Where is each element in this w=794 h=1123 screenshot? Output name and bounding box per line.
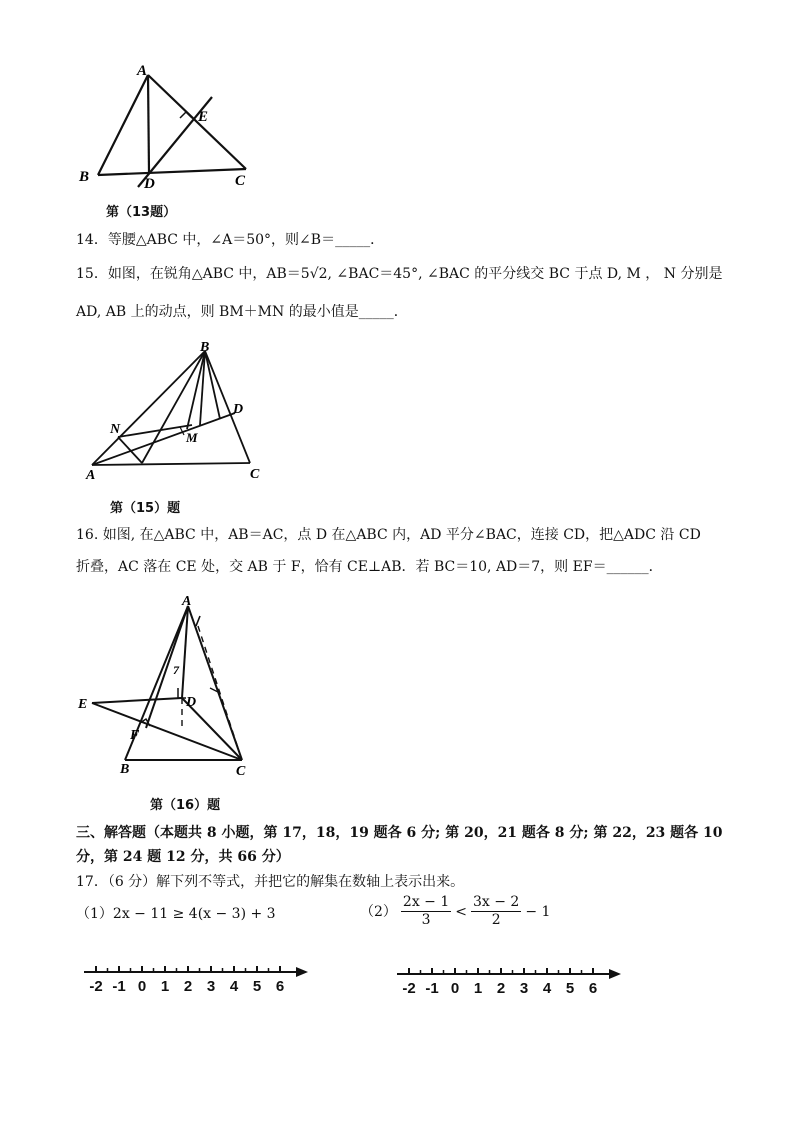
part2-fraction-1 — [401, 894, 451, 929]
tick-label: 0 — [137, 978, 147, 995]
tick-label: 4 — [229, 978, 239, 995]
fig13-caption: 第（13题） — [106, 205, 177, 220]
tick-label: -2 — [89, 978, 103, 995]
fig13-label-B: B — [79, 169, 90, 185]
tick-label: 3 — [519, 980, 529, 997]
tick-label: 0 — [450, 980, 460, 997]
fig13-label-D: D — [144, 176, 155, 192]
question-17-part2 — [360, 894, 550, 929]
fig16-label-A: A — [182, 594, 192, 609]
part2-prefix: （2） — [360, 903, 397, 920]
fig15-label-B: B — [200, 340, 210, 355]
part2-tail: − 1 — [525, 903, 551, 920]
fig16-tick-mark: 7 — [173, 663, 179, 677]
tick-label: -1 — [425, 980, 439, 997]
part2-frac2-numerator: 3x − 2 — [473, 894, 520, 910]
part2-frac1-numerator: 2x − 1 — [402, 894, 450, 910]
question-16-line1: 16. 如图, 在△ABC 中，AB＝AC，点 D 在△ABC 内，AD 平分∠BAC，连接 CD，把△ADC 沿 CD — [76, 527, 701, 543]
tick-label: 5 — [252, 978, 262, 995]
fig16-label-F: F — [130, 728, 140, 743]
fig16-label-D: D — [186, 695, 197, 710]
question-15-line2: AD, AB 上的动点，则 BM＋MN 的最小值是_____． — [76, 304, 408, 320]
question-15-line1: 15．如图，在锐角△ABC 中，AB＝5√2, ∠BAC＝45°, ∠BAC 的平分线交 BC 于点 D, M ， N 分别是 — [76, 266, 723, 282]
figure-15 — [80, 335, 280, 485]
fig16-label-E: E — [78, 697, 88, 712]
arrow-head-icon — [296, 967, 308, 977]
fig15-caption: 第（15）题 — [110, 501, 181, 516]
tick-label: 1 — [160, 978, 170, 995]
fig13-label-A: A — [137, 63, 148, 79]
tick-label: 5 — [565, 980, 575, 997]
question-16-line2: 折叠，AC 落在 CE 处，交 AB 于 F，恰有 CE⊥AB．若 BC＝10, AD＝7，则 EF＝______． — [76, 559, 663, 575]
question-14: 14．等腰△ABC 中，∠A＝50°，则∠B＝_____． — [76, 232, 385, 248]
section-3-heading-line2: 分，第 24 题 12 分，共 66 分） — [76, 849, 290, 865]
tick-label: 6 — [275, 978, 285, 995]
arrow-head-icon — [609, 969, 621, 979]
tick-label: -2 — [402, 980, 416, 997]
tick-label: 2 — [183, 978, 193, 995]
tick-label: 2 — [496, 980, 506, 997]
fig15-label-N: N — [110, 422, 121, 437]
number-line-1 — [82, 960, 312, 1000]
tick-label: -1 — [112, 978, 126, 995]
tick-label: 1 — [473, 980, 483, 997]
figure-13 — [70, 55, 270, 195]
fig16-caption: 第（16）题 — [150, 798, 221, 813]
fig15-label-M: M — [186, 430, 198, 445]
fig15-label-A: A — [86, 468, 96, 483]
fig15-label-C: C — [250, 467, 260, 482]
section-3-heading-line1: 三、解答题（本题共 8 小题，第 17，18，19 题各 6 分; 第 20，21 题各 8 分; 第 22，23 题各 10 — [76, 825, 723, 841]
fig16-label-B: B — [120, 762, 130, 777]
tick-label: 4 — [542, 980, 552, 997]
fig13-label-E: E — [198, 109, 209, 125]
fig15-label-D: D — [233, 402, 244, 417]
figure-16 — [70, 588, 270, 793]
tick-label: 6 — [588, 980, 598, 997]
fig13-label-C: C — [235, 173, 246, 189]
part2-less-than: < — [455, 903, 467, 920]
question-17-part1: （1）2x − 11 ≥ 4(x − 3) + 3 — [76, 906, 276, 922]
tick-label: 3 — [206, 978, 216, 995]
question-17-stem: 17．（6 分）解下列不等式，并把它的解集在数轴上表示出来。 — [76, 874, 465, 890]
fig16-label-C: C — [236, 764, 246, 779]
number-line-2 — [395, 962, 625, 1002]
part2-fraction-2 — [471, 894, 521, 929]
part2-frac2-denominator: 2 — [491, 912, 501, 928]
part2-frac1-denominator: 3 — [421, 912, 431, 928]
